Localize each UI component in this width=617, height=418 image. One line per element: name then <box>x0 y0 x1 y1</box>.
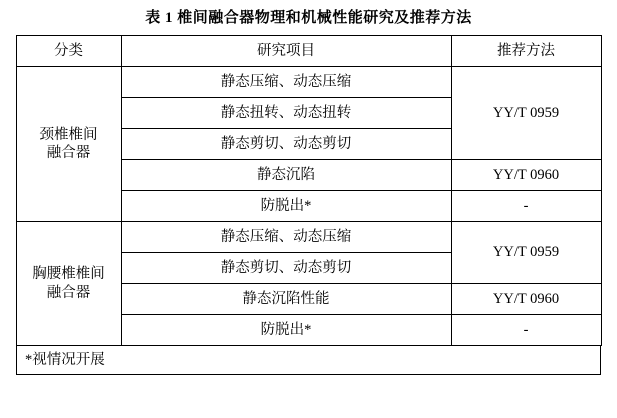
category-label-line1: 颈椎椎间 <box>39 126 98 143</box>
table-row <box>16 222 601 253</box>
item-cell: 静态剪切、动态剪切 <box>121 129 451 160</box>
method-cell: - <box>451 191 601 222</box>
item-cell: 静态扭转、动态扭转 <box>121 98 451 129</box>
spec-table <box>16 35 602 346</box>
item-cell: 防脱出* <box>121 191 451 222</box>
column-header-category: 分类 <box>16 36 121 67</box>
method-cell: YY/T 0960 <box>451 160 601 191</box>
item-cell: 静态压缩、动态压缩 <box>121 222 451 253</box>
item-cell: 静态沉陷性能 <box>121 284 451 315</box>
table-body <box>16 67 601 346</box>
method-cell: YY/T 0960 <box>451 284 601 315</box>
method-cell: YY/T 0959 <box>451 67 601 160</box>
table-caption: 表 1 椎间融合器物理和机械性能研究及推荐方法 <box>145 10 472 26</box>
table-header-row <box>16 36 601 67</box>
category-cell-thoracolumbar <box>16 222 121 346</box>
table-row <box>16 67 601 98</box>
item-cell: 静态剪切、动态剪切 <box>121 253 451 284</box>
method-cell: - <box>451 315 601 346</box>
column-header-item: 研究项目 <box>121 36 451 67</box>
column-header-method: 推荐方法 <box>451 36 601 67</box>
item-cell: 防脱出* <box>121 315 451 346</box>
method-cell: YY/T 0959 <box>451 222 601 284</box>
item-cell: 静态压缩、动态压缩 <box>121 67 451 98</box>
category-cell-cervical <box>16 67 121 222</box>
category-label-line1: 胸腰椎椎间 <box>32 266 105 283</box>
table-header <box>16 36 601 67</box>
item-cell: 静态沉陷 <box>121 160 451 191</box>
category-label-line2: 融合器 <box>46 145 91 161</box>
table-footnote: *视情况开展 <box>16 345 601 375</box>
category-label-line2: 融合器 <box>46 284 91 301</box>
